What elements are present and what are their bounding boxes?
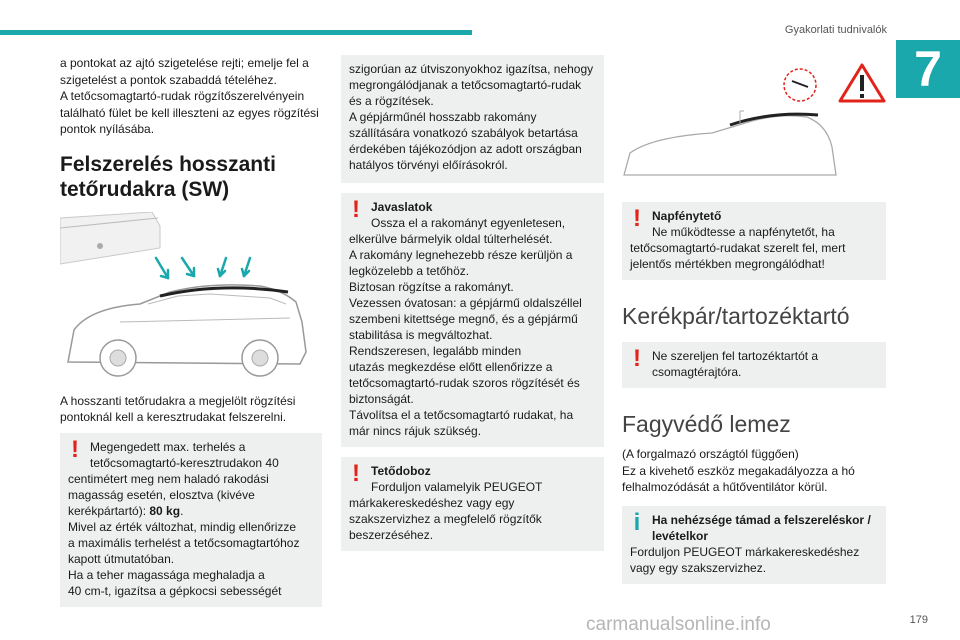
max-load-value: 80 kg — [149, 503, 181, 518]
bike-carrier-warning: ! Ne szereljen fel tartozéktartót a csomagtérajtóra. — [622, 342, 886, 388]
exclamation-icon: ! — [633, 205, 641, 232]
info-icon: i — [633, 508, 641, 536]
max-load-warning: ! Megengedett max. terhelés a tetőcsomagtartó-keresztrudakon 40 centimétert meg nem haladó rakodási magasság esetén, elosztva (kivéve kerékpártartó): 80 kg. Mivel az érték változhat, mindig ellenőrizze a maximális terhelést a tetőcsomagtartóhoz kapott útmutatóban. Ha a teher magassága meghaladja a 40 cm-t, igazítsa a gépkocsi sebességét — [60, 433, 322, 607]
exclamation-icon: ! — [71, 435, 79, 463]
column-3 — [622, 55, 886, 584]
section-title: Gyakorlati tudnivalók — [784, 24, 887, 36]
heading-frost-shield: Fagyvédő lemez — [622, 411, 791, 437]
header-accent-bar — [0, 30, 472, 35]
warning-triangle-icon — [840, 65, 884, 101]
exclamation-icon: ! — [352, 196, 360, 223]
intro-paragraph: a pontokat az ajtó szigetelése rejti; emelje fel a szigetelést a pontok szabaddá tételéhez. A tetőcsomagtartó-rudak rögzítőszerelvényein található fület be kell illeszteni az egyes rögzítési pontok nyílásába. — [60, 56, 319, 136]
heading-bike-carrier: Kerékpár/tartozéktartó — [622, 303, 850, 329]
column-1 — [60, 55, 322, 607]
frost-shield-paragraph: (A forgalmazó országtól függően) Ez a kivehető eszköz megakadályozza a hó felhalmozódását a hűtőventilátor körül. — [622, 447, 855, 494]
page-number: 179 — [909, 614, 928, 626]
column-2 — [341, 55, 604, 551]
watermark: carmanualsonline.info — [586, 614, 771, 635]
roof-rail-illustration — [60, 212, 322, 382]
sunroof-illustration — [622, 55, 886, 185]
speed-advice-continued: szigorúan az útviszonyokhoz igazítsa, nehogy megrongálódjanak a tetőcsomagtartó-rudak és a rögzítések. A gépjárműnél hosszabb rakomány szállítására vonatkozó szabályok betartása érdekében tájékozódjon az adott országban hatályos törvényi előírásokról. — [341, 55, 604, 183]
roof-box-warning: ! Tetődoboz Forduljon valamelyik PEUGEOT márkakereskedéshez vagy egy szakszervizhez a megfelelő rögzítők beszerzéséhez. — [341, 457, 604, 551]
exclamation-icon: ! — [633, 345, 641, 372]
advice-warning: ! Javaslatok Ossza el a rakományt egyenletesen, elkerülve bármelyik oldal túlterhelését. A rakomány legnehezebb része kerüljön a legközelebb a tetőhöz. Biztosan rögzítse a rakományt. Vezessen óvatosan: a gépjármű oldalszéllel szembeni kitettsége megnő, és a gépjármű stabilitása is megváltozhat. Rendszeresen, legalább minden utazás megkezdése előtt ellenőrizze a tetőcsomagtartó-rudak szoros rögzítését és biztonságát. Távolítsa el a tetőcsomagtartó rudakat, ha már nincs rájuk szükség. — [341, 193, 604, 447]
exclamation-icon: ! — [352, 460, 360, 487]
fitting-info-box: i Ha nehézsége támad a felszereléskor / levételkor Forduljon PEUGEOT márkakereskedéshez vagy egy szakszervizhez. — [622, 506, 886, 584]
heading-roof-rails: Felszerelés hosszanti tetőrudakra (SW) — [60, 152, 276, 201]
illustration-caption: A hosszanti tetőrudakra a megjelölt rögzítési pontoknál kell a keresztrudakat felszerelni. — [60, 393, 296, 424]
sunroof-warning: ! Napfénytető Ne működtesse a napfénytetőt, ha tetőcsomagtartó-rudakat szerelt fel, mert jelentős mértékben megrongálódhat! — [622, 202, 886, 280]
chapter-number: 7 — [896, 40, 960, 98]
